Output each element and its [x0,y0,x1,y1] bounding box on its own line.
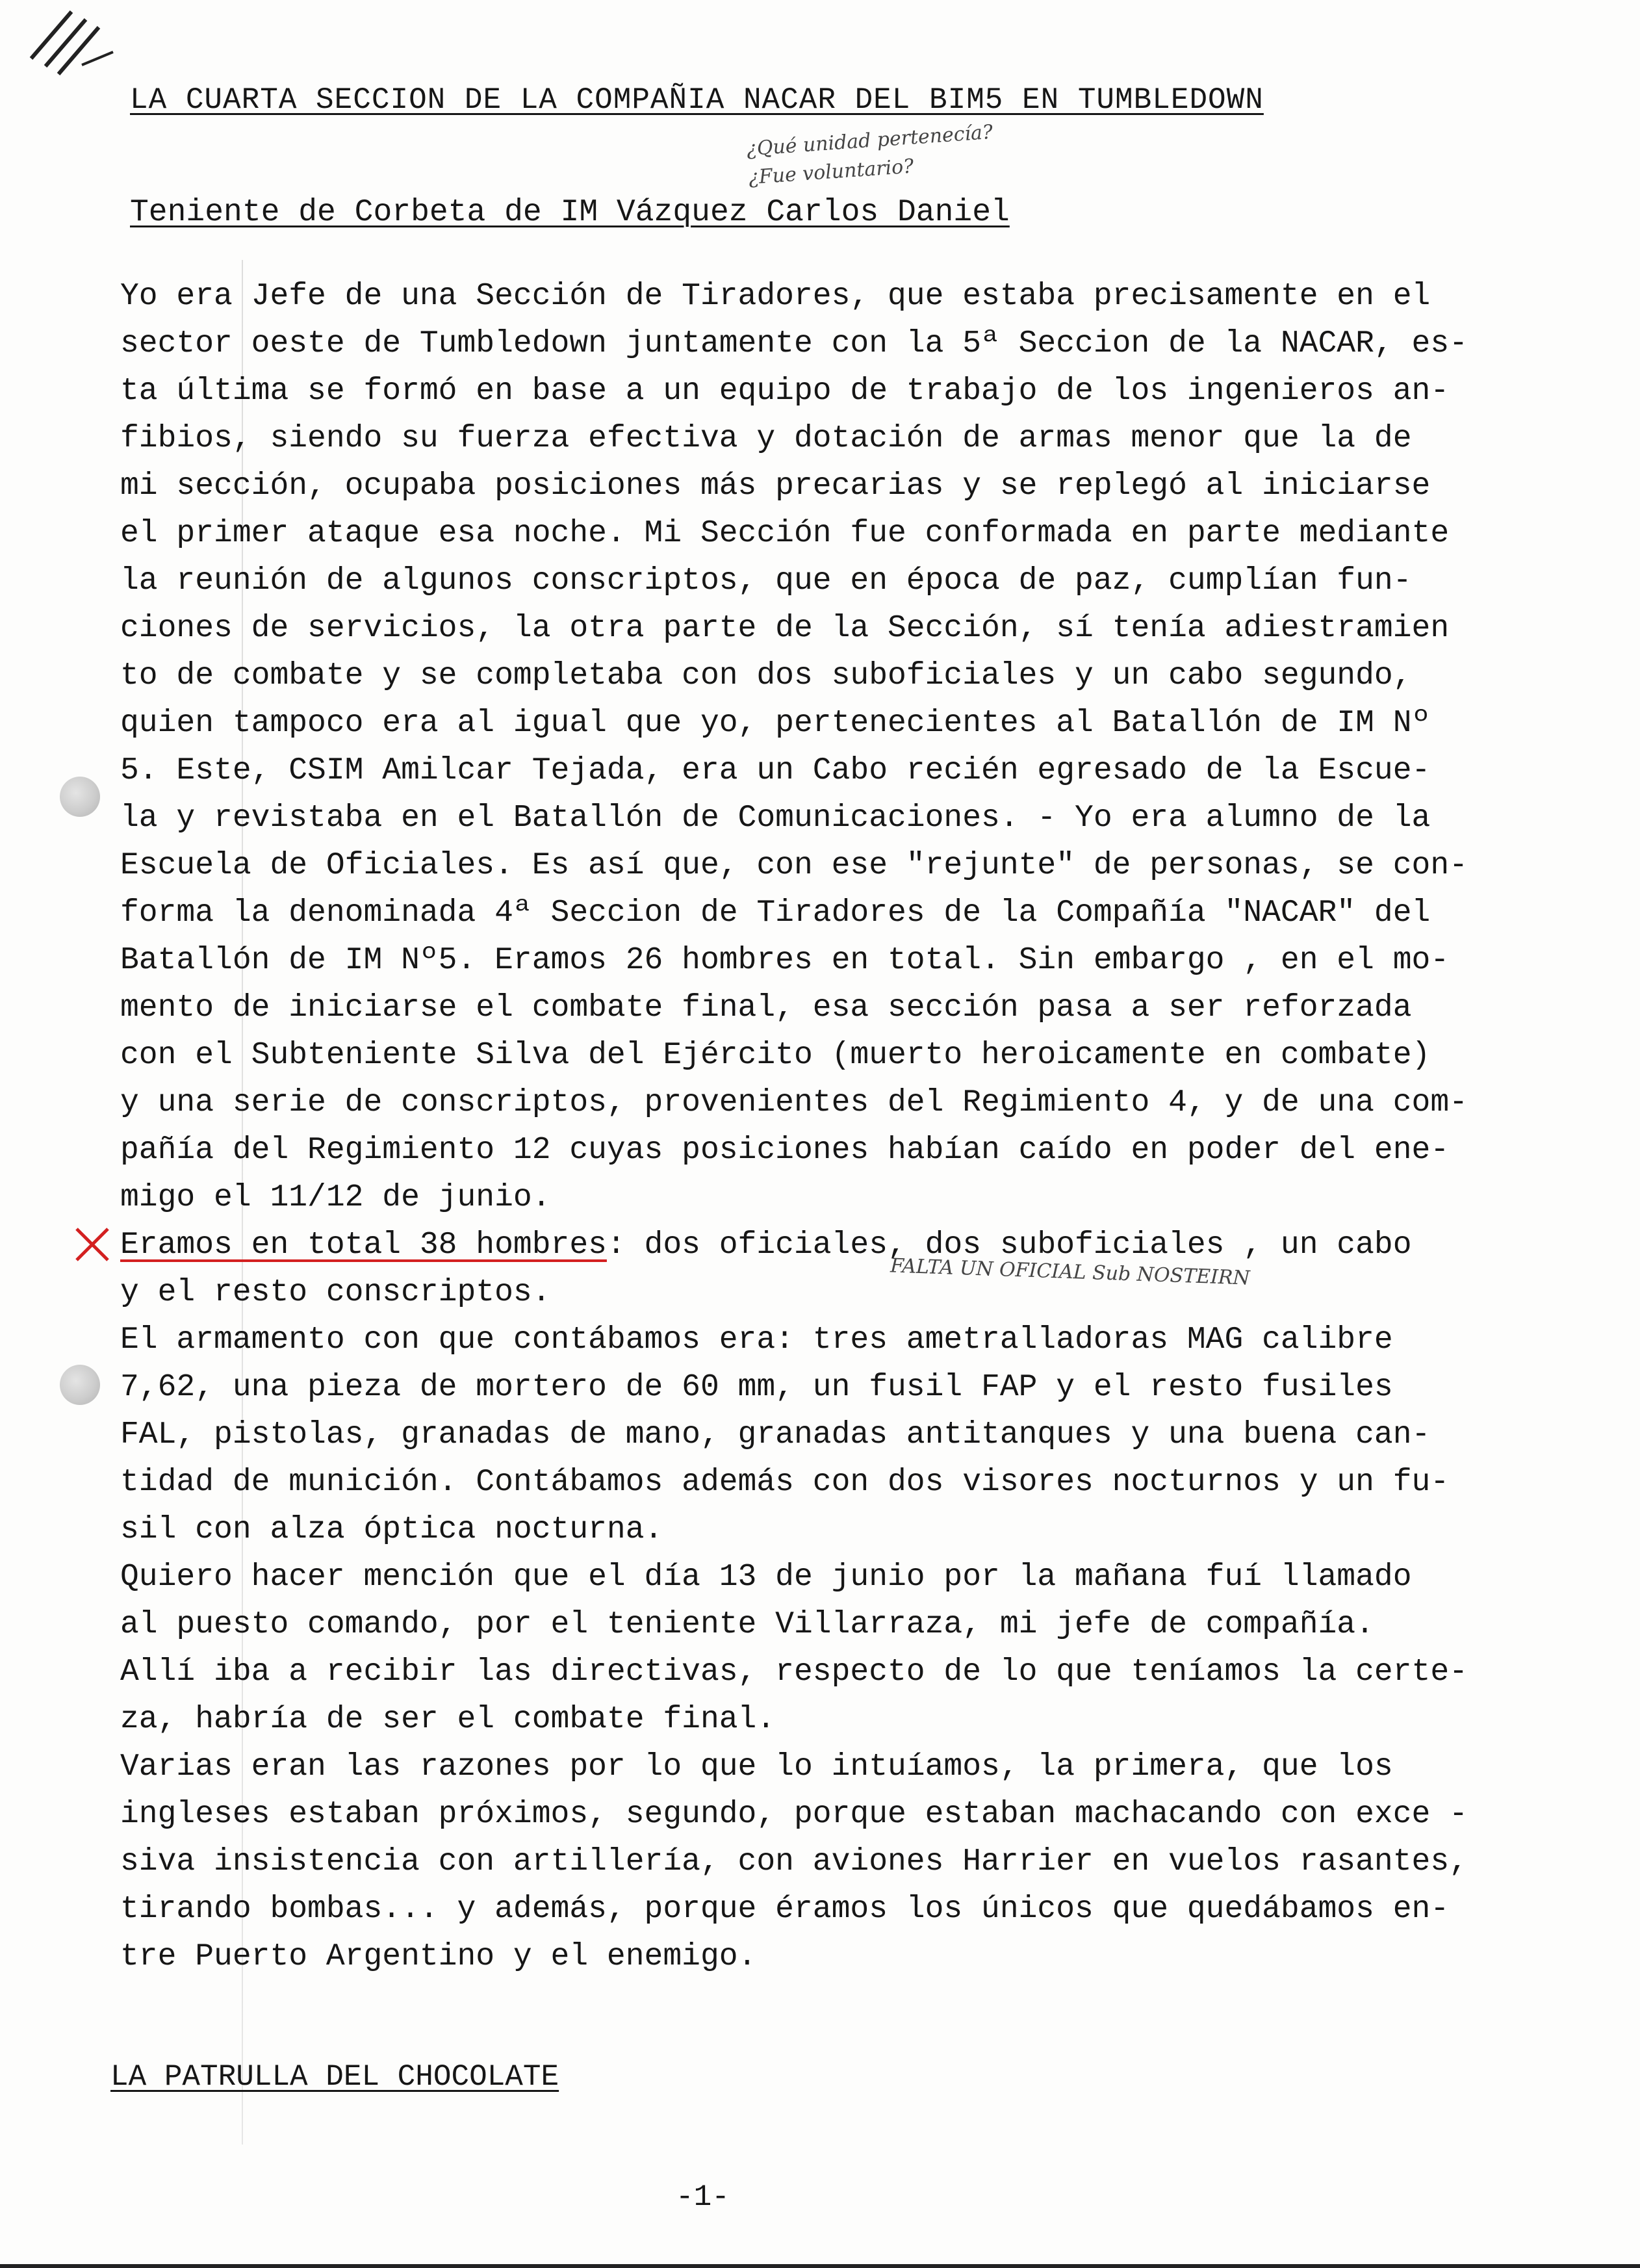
paragraph-line: la reunión de algunos conscriptos, que en época de paz, cumplían fun- [120,563,1412,599]
red-x-mark [73,1225,112,1264]
paragraph-line: Varias eran las razones por lo que lo intuíamos, la primera, que los [120,1749,1393,1785]
paragraph-line: el primer ataque esa noche. Mi Sección fue conformada en parte mediante [120,516,1450,551]
paragraph-line: to de combate y se completaba con dos suboficiales y un cabo segundo, [120,658,1412,693]
paragraph-line: la y revistaba en el Batallón de Comunicaciones. - Yo era alumno de la [120,801,1431,836]
paragraph-line: mento de iniciarse el combate final, esa sección pasa a ser reforzada [120,990,1412,1025]
author-line: Teniente de Corbeta de IM Vázquez Carlos Daniel [130,195,1010,230]
punch-hole [60,777,100,817]
paragraph-line: sil con alza óptica nocturna. [120,1512,663,1547]
paragraph-line: ciones de servicios, la otra parte de la Sección, sí tenía adiestramien [120,611,1450,646]
paragraph-line: 5. Este, CSIM Amilcar Tejada, era un Cabo recién egresado de la Escue- [120,753,1431,788]
paragraph-line: pañía del Regimiento 12 cuyas posiciones habían caído en poder del ene- [120,1133,1450,1168]
handwritten-side-note: FALTA UN OFICIAL Sub NOSTEIRN [890,1254,1251,1290]
paragraph-line: Yo era Jefe de una Sección de Tiradores, que estaba precisamente en el [120,279,1431,314]
paragraph-line: Quiero hacer mención que el día 13 de junio por la mañana fuí llamado [120,1560,1412,1595]
paragraph-line: tre Puerto Argentino y el enemigo. [120,1939,757,1974]
scan-bottom-edge [0,2264,1640,2268]
highlighted-line-rest: : dos oficiales, dos suboficiales , un cabo [606,1228,1412,1263]
paragraph-line: siva insistencia con artillería, con aviones Harrier en vuelos rasantes, [120,1844,1468,1879]
paragraph-line: El armamento con que contábamos era: tres ametralladoras MAG calibre [120,1322,1393,1358]
paragraph-line: sector oeste de Tumbledown juntamente con la 5ª Seccion de la NACAR, es- [120,326,1468,361]
page-number: -1- [676,2180,730,2214]
paragraph-line: Batallón de IM Nº5. Eramos 26 hombres en total. Sin embargo , en el mo- [120,943,1450,978]
paragraph-line: za, habría de ser el combate final. [120,1702,776,1737]
red-underlined-phrase: Eramos en total 38 hombres [120,1228,607,1263]
section-heading: LA PATRULLA DEL CHOCOLATE [110,2060,559,2094]
paragraph-line: fibios, siendo su fuerza efectiva y dotación de armas menor que la de [120,421,1412,456]
paragraph-line: ingleses estaban próximos, segundo, porque estaban machacando con exce - [120,1797,1468,1832]
paragraph-line: y una serie de conscriptos, provenientes del Regimiento 4, y de una com- [120,1085,1468,1120]
paragraph-line: quien tampoco era al igual que yo, pertenecientes al Batallón de IM Nº [120,706,1431,741]
paragraph-line: forma la denominada 4ª Seccion de Tiradores de la Compañía "NACAR" del [120,896,1431,931]
paragraph-line: FAL, pistolas, granadas de mano, granadas antitanques y una buena can- [120,1417,1431,1452]
highlighted-line [120,1222,1589,1269]
paragraph-line: Allí iba a recibir las directivas, respecto de lo que teníamos la certe- [120,1655,1468,1690]
paragraph-line: ta última se formó en base a un equipo de trabajo de los ingenieros an- [120,374,1450,409]
paragraph-line: tidad de munición. Contábamos además con dos visores nocturnos y un fu- [120,1465,1450,1500]
paragraph-line: tirando bombas... y además, porque éramos los únicos que quedábamos en- [120,1892,1450,1927]
paragraph-line: migo el 11/12 de junio. [120,1180,551,1215]
paragraph-line: con el Subteniente Silva del Ejército (muerto heroicamente en combate) [120,1038,1431,1073]
paragraph-line: 7,62, una pieza de mortero de 60 mm, un fusil FAP y el resto fusiles [120,1370,1393,1405]
handwritten-note-line-1: ¿Qué unidad pertenecía? [745,120,994,161]
handwritten-top-note [745,118,995,192]
document-title: LA CUARTA SECCION DE LA COMPAÑIA NACAR DEL BIM5 EN TUMBLEDOWN [130,83,1264,117]
handwritten-note-line-2: ¿Fue voluntario? [747,155,915,190]
body-text [120,273,1589,1981]
punch-hole [60,1365,100,1405]
paragraph-line: Escuela de Oficiales. Es así que, con ese "rejunte" de personas, se con- [120,848,1468,883]
paragraph-line: y el resto conscriptos. [120,1275,551,1310]
paragraph-line: mi sección, ocupaba posiciones más precarias y se replegó al iniciarse [120,469,1431,504]
corner-slash-marks [26,6,117,78]
paragraph-line: al puesto comando, por el teniente Villarraza, mi jefe de compañía. [120,1607,1374,1642]
